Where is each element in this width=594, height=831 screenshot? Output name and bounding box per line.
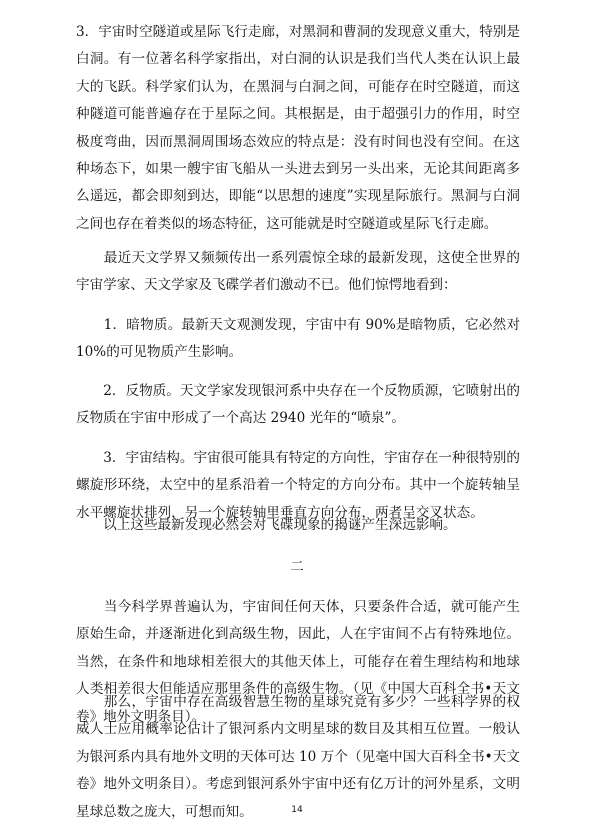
- paragraph-cosmic-structure: 3．宇宙结构。宇宙很可能具有特定的方向性，宇宙存在一种很特别的螺旋形环绕，太空中的星系沿着一个特定的方向分布。其中一个旋转轴呈水平螺旋状排列，另一个旋转轴里垂直方向分布，两者呈交叉状态。: [76, 450, 520, 521]
- paragraph-conclusion: 以上这些最新发现必然会对飞碟现象的揭谜产生深远影响。: [76, 517, 457, 533]
- paragraph-civilization-count: 那么，宇宙中存在高级智慧生物的星球究竟有多少？一些科学界的权威人士应用概率论估计了银河系内文明星球的数目及其相互位置。一般认为银河系内具有地外文明的天体可达 10 万个（见毫中国大百科全书•天文卷》地外文明条目）。考虑到银河系外宇宙中还有亿万计的河外星系，文明星球总数之庞大，可想而知。: [76, 694, 520, 820]
- paragraph-life-universe: 当今科学界普遍认为，宇宙间任何天体，只要条件合适，就可能产生原始生命，并逐渐进化到高级生物，因此，人在宇宙间不占有特殊地位。当然，在条件和地球相差很大的其他天体上，可能存在着生理结构和地球人类相差很大但能适应那里条件的高级生物。（见《中国大百科全书•天文卷》地外文明条目）。: [76, 599, 520, 725]
- paragraph-new-discoveries: 最近天文学界又频频传出一系列震惊全球的最新发现，这使全世界的宇宙学家、天文学家及飞碟学者们激动不已。他们惊愕地看到：: [76, 250, 520, 294]
- paragraph-antimatter: 2．反物质。天文学家发现银河系中央存在一个反物质源，它喷射出的反物质在宇宙中形成了一个高达 2940 光年的“喷泉”。: [76, 383, 520, 427]
- paragraph-time-tunnel: 3．宇宙时空隧道或星际飞行走廊，对黑洞和曹洞的发现意义重大，特别是白洞。有一位著名科学家指出，对白洞的认识是我们当代人类在认识上最大的飞跃。科学家们认为，在黑洞与白洞之间，可能存在时空隧道，而这种隧道可能普遍存在于星际之间。其根据是，由于超强引力的作用，时空极度弯曲，因而黑洞周围场态效应的特点是：没有时间也没有空间。在这种场态下，如果一艘宇宙飞船从一头进去到另一头出来，无论其间距离多么遥远，都会即刻到达，即能“以思想的速度”实现星际旅行。黑洞与白洞之间也存在着类似的场态特征，这可能就是时空隧道或星际飞行走廊。: [76, 24, 520, 232]
- section-heading: 二: [290, 559, 304, 575]
- paragraph-dark-matter: 1．暗物质。最新天文观测发现，宇宙中有 90%是暗物质，它必然对 10%的可见物质产生影响。: [76, 317, 520, 361]
- page-number: 14: [291, 805, 303, 815]
